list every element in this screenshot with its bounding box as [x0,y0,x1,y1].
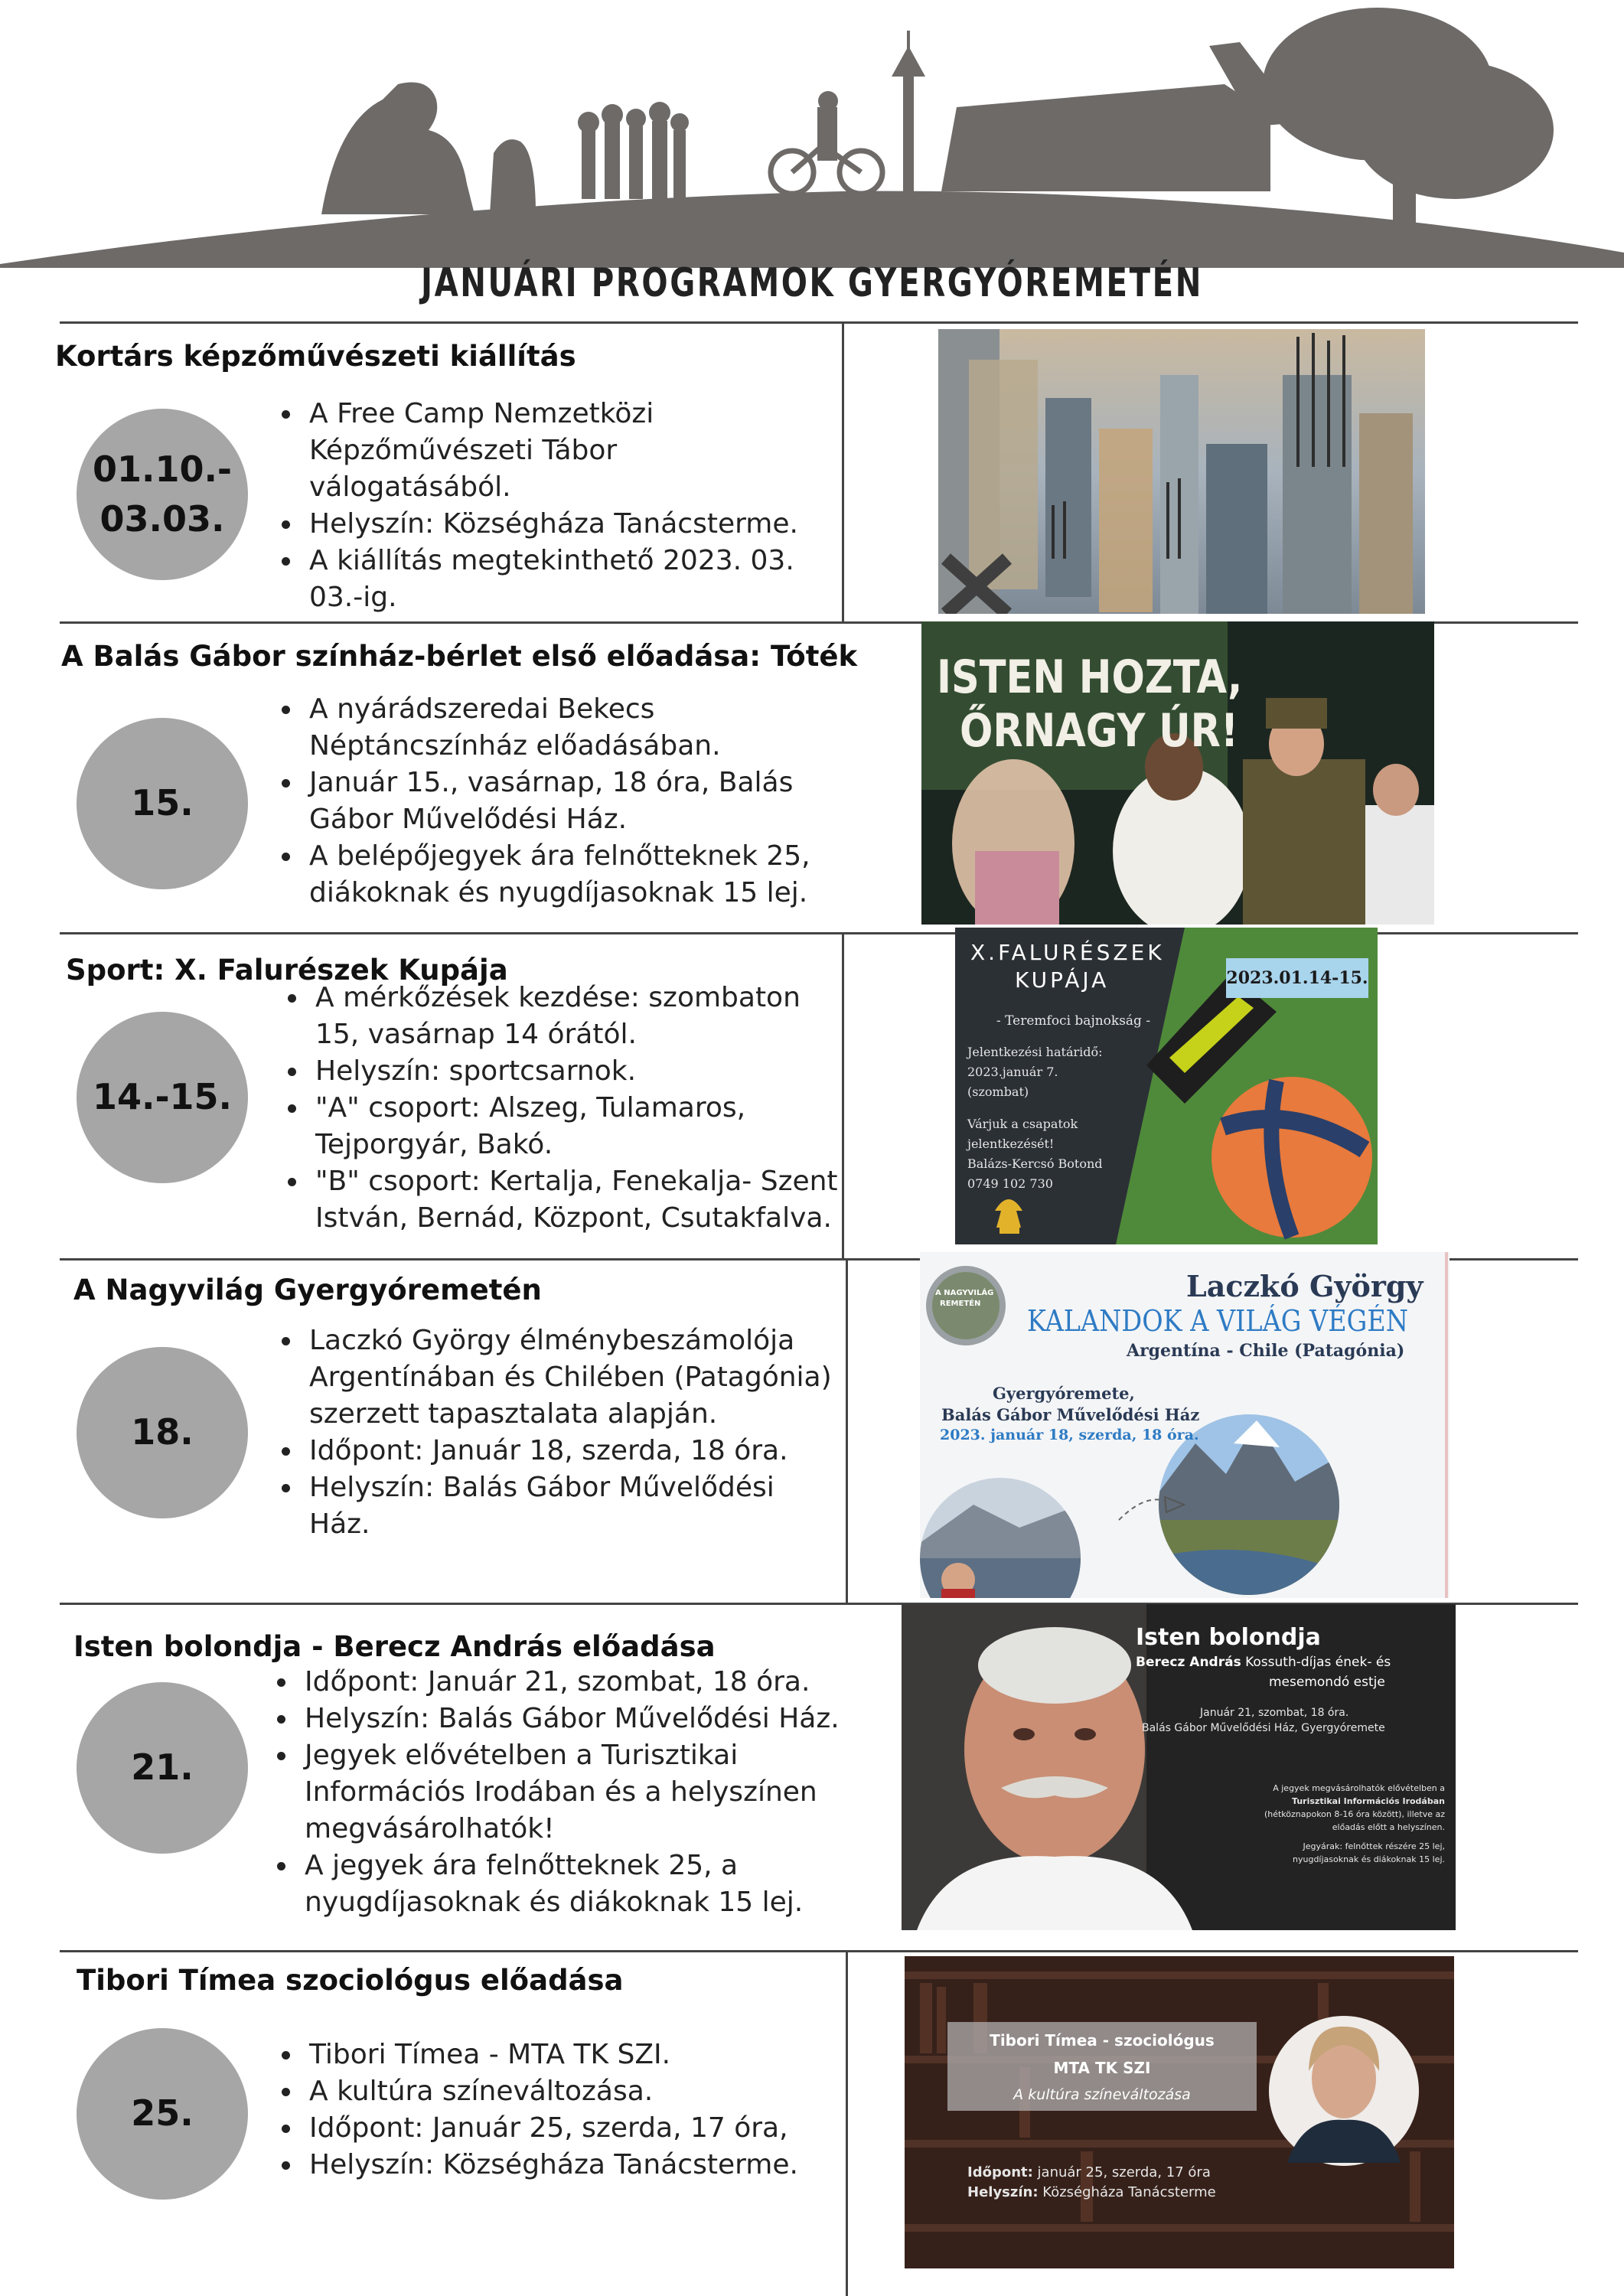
event-title: A Balás Gábor színház-bérlet első előadása: Tóték [61,640,858,673]
poster-when: Január 21, szombat, 18 óra. [1200,1707,1349,1719]
storyteller-poster-image [902,1604,1456,1930]
detail-item: Helyszín: Balás Gábor Művelődési Ház. [277,1701,843,1737]
detail-item: Helyszín: sportcsarnok. [288,1053,846,1090]
event-title: Sport: X. Falurészek Kupája [66,954,508,987]
poster-line: Tibori Tímea - szociológus [990,2031,1215,2050]
event-details [282,396,817,616]
detail-item: A kultúra színeváltozása. [282,2073,833,2110]
detail-item: Tibori Tímea - MTA TK SZI. [282,2037,833,2073]
poster-deadline: Jelentkezési határidő: 2023.január 7. (szombat) [967,1045,1103,1099]
poster-title: X.FALURÉSZEK [970,940,1165,965]
detail-item: A nyárádszeredai Bekecs Néptáncszínház előadásában. [282,691,817,765]
poster-speaker-name: Laczkó György [1186,1269,1423,1303]
detail-item: A jegyek ára felnőtteknek 25, a nyugdíjasoknak és diákoknak 15 lej. [277,1848,843,1921]
logo-text: A NAGYVILÁG [935,1289,994,1297]
theater-poster-image [921,621,1434,925]
poster-subtitle: Argentína - Chile (Patagónia) [1127,1341,1405,1361]
event-details [282,1322,840,1543]
poster-subtitle: - Teremfoci bajnokság - [996,1013,1151,1029]
poster-title: KALANDOK A VILÁG VÉGÉN [1027,1304,1409,1338]
divider-line [60,1950,1578,1952]
column-divider [842,321,844,621]
poster-headline: ŐRNAGY ÚR! [960,704,1239,758]
date-badge: 01.10.- 03.03. [77,409,248,580]
column-divider [846,1950,848,2296]
poster-venue: Gyergyóremete, [993,1384,1135,1403]
poster-title: Isten bolondja [1136,1624,1321,1651]
page-title: JANUÁRI PROGRAMOK GYERGYÓREMETÉN [421,260,1203,306]
detail-item: A Free Camp Nemzetközi Képzőművészeti Tábor válogatásából. [282,396,817,506]
event-title: A Nagyvilág Gyergyóremetén [73,1274,542,1306]
event-details [282,691,817,912]
date-badge: 15. [77,718,248,889]
divider-line [60,321,1578,324]
event-title: Isten bolondja - Berecz András előadása [73,1630,716,1663]
event-title: Kortárs képzőművészeti kiállítás [55,340,576,373]
poster-venue: Balás Gábor Művelődési Ház [941,1405,1200,1424]
detail-item: A belépőjegyek ára felnőtteknek 25, diákoknak és nyugdíjasoknak 15 lej. [282,838,817,912]
column-divider [846,1258,848,1603]
date-badge: 21. [77,1682,248,1854]
header-silhouette-banner [0,0,1624,276]
poster-contact: Várjuk a csapatok jelentkezését! Balázs-Kercsó Botond 0749 102 730 [967,1117,1103,1191]
date-badge: 18. [77,1347,248,1518]
poster-date: 2023. január 18, szerda, 18 óra. [940,1427,1199,1443]
detail-item: A kiállítás megtekinthető 2023. 03. 03.-ig. [282,543,817,616]
poster-subtitle: Berecz András Kossuth-díjas ének- és [1136,1655,1391,1670]
poster-where: Balás Gábor Művelődési Ház, Gyergyóremete [1142,1722,1385,1734]
event-details [288,980,846,1237]
poster-when: Időpont: január 25, szerda, 17 óra [967,2164,1211,2180]
poster-subtitle: mesemondó estje [1269,1675,1385,1690]
detail-item: Jegyek elővételben a Turisztikai Információs Irodában és a helyszínen megvásárolhatók! [277,1737,843,1848]
poster-where: Helyszín: Községháza Tanácsterme [967,2184,1216,2200]
sport-poster-image [955,928,1378,1244]
detail-item: Laczkó György élménybeszámolója Argentínában és Chilében (Patagónia) szerzett tapasztalata alapján. [282,1322,840,1433]
detail-item: Időpont: Január 25, szerda, 17 óra, [282,2110,833,2147]
detail-item: Időpont: Január 21, szombat, 18 óra. [277,1664,843,1701]
poster-ticket-info: A jegyek megvásárolhatók elővételben a Turisztikai Információs Irodában (hétköznapokon 8-16 óra között), illetve az előadás előtt a helyszínen. Jegyárak: felnőttek részére 25 lej, nyugdíjasoknak és diákoknak 15 lej. [1264,1783,1445,1864]
event-details [277,1664,843,1921]
date-badge: 14.-15. [77,1012,248,1183]
date-badge: 25. [77,2028,248,2200]
detail-item: Január 15., vasárnap, 18 óra, Balás Gábor Művelődési Ház. [282,765,817,838]
logo-text: REMETÉN [940,1300,981,1308]
event-details [282,2037,833,2183]
detail-item: Időpont: Január 18, szerda, 18 óra. [282,1433,840,1469]
detail-item: Helyszín: Községháza Tanácsterme. [282,2147,833,2183]
sociology-lecture-poster-image [905,1956,1454,2268]
travel-talk-poster-image [920,1252,1450,1598]
poster-line: A kultúra színeváltozása [1013,2086,1191,2103]
detail-item: "B" csoport: Kertalja, Fenekalja- Szent István, Bernád, Központ, Csutakfalva. [288,1163,846,1237]
poster-headline: ISTEN HOZTA, [937,651,1243,704]
event-title: Tibori Tímea szociológus előadása [77,1964,624,1997]
exhibition-painting-image [938,329,1425,614]
detail-item: "A" csoport: Alszeg, Tulamaros, Tejporgyár, Bakó. [288,1090,846,1163]
poster-line: MTA TK SZI [1053,2059,1151,2077]
detail-item: A mérkőzések kezdése: szombaton 15, vasárnap 14 órától. [288,980,846,1053]
poster-title: KUPÁJA [1015,967,1110,993]
detail-item: Helyszín: Községháza Tanácsterme. [282,506,817,543]
poster-date-box: 2023.01.14-15. [1226,958,1368,998]
detail-item: Helyszín: Balás Gábor Művelődési Ház. [282,1469,840,1543]
